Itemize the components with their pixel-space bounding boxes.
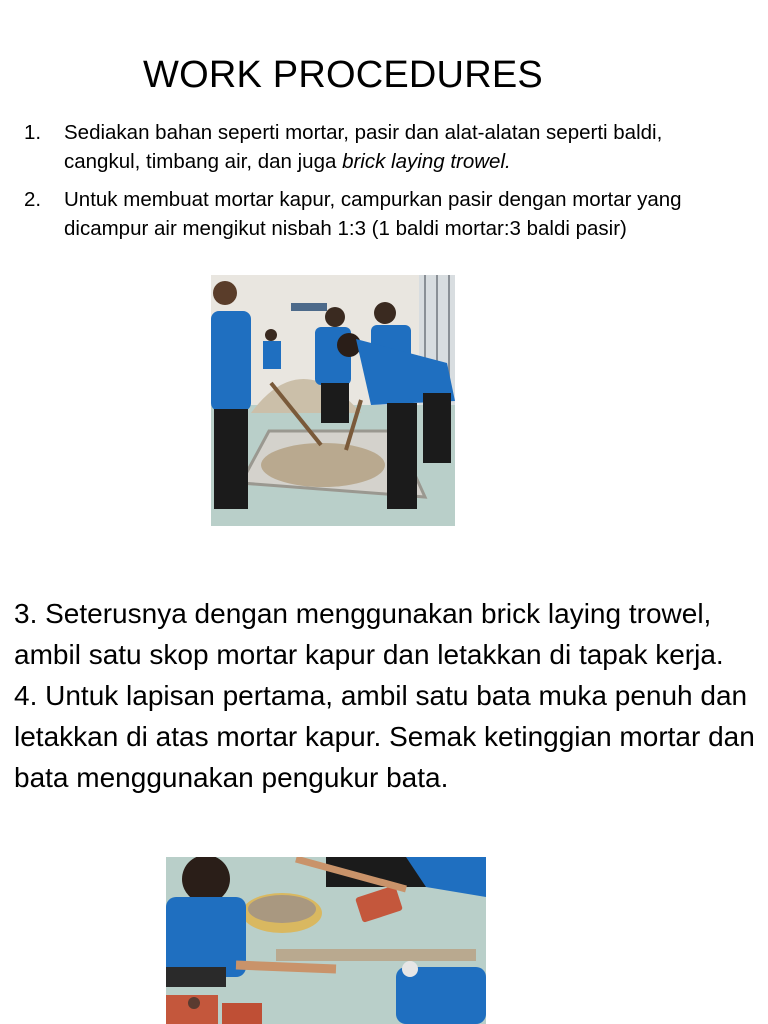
procedure-list-top [24,118,744,252]
procedure-step [24,185,744,243]
step-text-italic: brick laying trowel. [342,150,511,173]
step-text [64,118,744,176]
procedure-step [24,118,744,176]
photo-mixing-mortar [211,275,455,526]
photo-laying-bricks-image [166,857,486,1024]
page-title: WORK PROCEDURES [143,54,543,96]
photo-laying-bricks [166,857,486,1024]
photo-mixing-mortar-image [211,275,455,526]
step-number: 1. [24,121,42,144]
procedure-step: 4. Untuk lapisan pertama, ambil satu bata muka penuh dan letakkan di atas mortar kapur. Semak ketinggian mortar dan bata menggunakan pengukur bata. [14,680,755,793]
step-text-plain: Sediakan bahan seperti mortar, pasir dan alat-alatan seperti baldi, cangkul, timbang air, dan juga [64,121,663,173]
procedure-step: 3. Seterusnya dengan menggunakan brick laying trowel, ambil satu skop mortar kapur dan letakkan di tapak kerja. [14,598,724,670]
step-text: Untuk membuat mortar kapur, campurkan pasir dengan mortar yang dicampur air mengikut nisbah 1:3 (1 baldi mortar:3 baldi pasir) [64,188,682,240]
step-number: 2. [24,188,42,211]
procedure-list-bottom [14,593,759,798]
